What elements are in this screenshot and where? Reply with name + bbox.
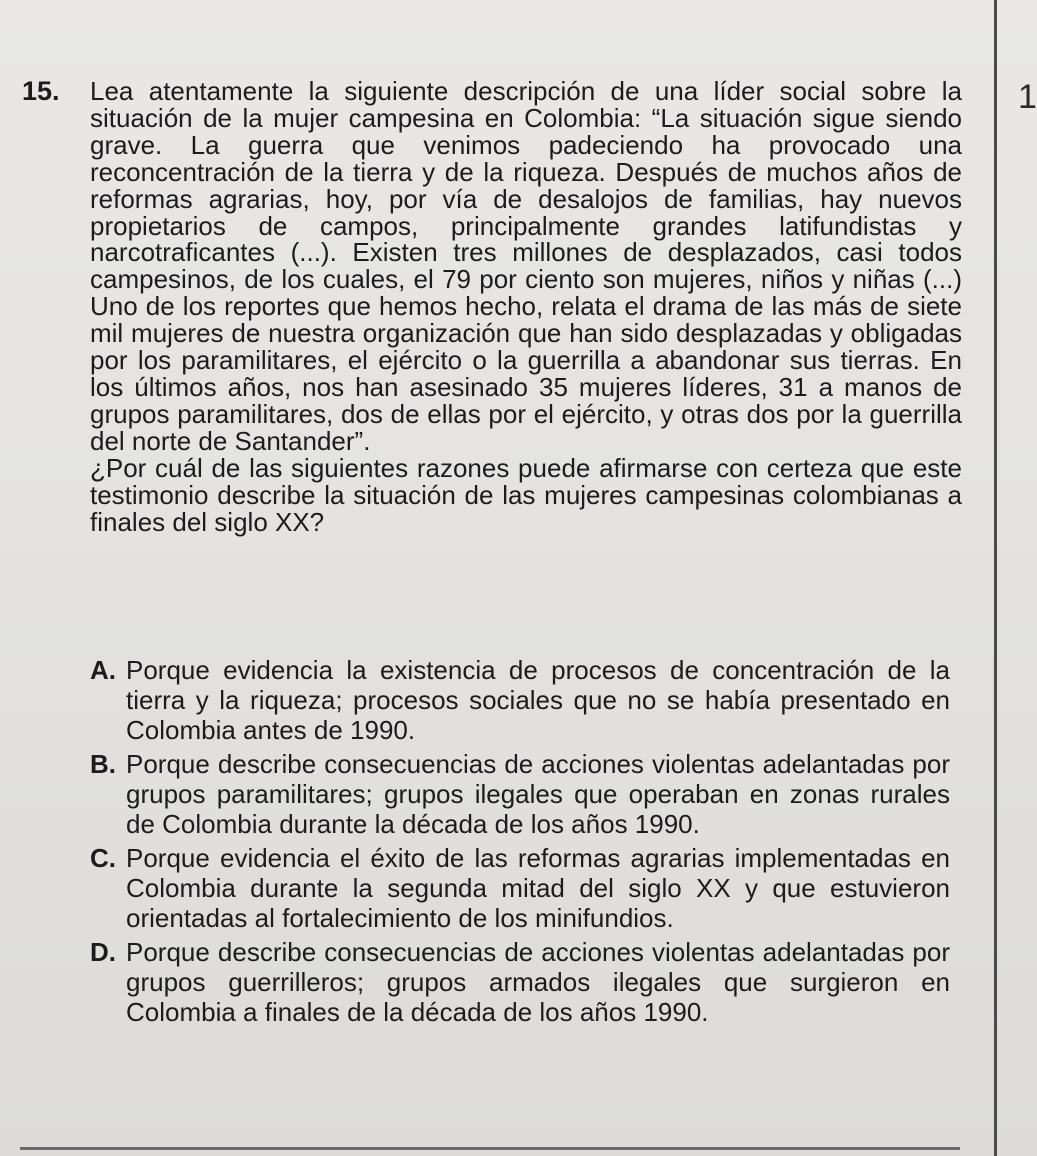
- option-c-letter: C.: [90, 843, 116, 873]
- option-a[interactable]: [90, 655, 950, 745]
- option-b[interactable]: [90, 749, 950, 839]
- bottom-divider: [20, 1147, 960, 1150]
- question-block: [22, 78, 984, 535]
- question-prompt: ¿Por cuál de las siguientes razones puede afirmarse con certeza que este testimonio describe la situación de las mujeres campesinas colombianas a finales del siglo XX?: [90, 452, 962, 537]
- option-d-text: Porque describe consecuencias de acciones violentas adelantadas por grupos guerrilleros; grupos armados ilegales que surgieron en Colombia a finales de la década de los años 1990.: [126, 937, 950, 1027]
- option-a-text: Porque evidencia la existencia de procesos de concentración de la tierra y la riqueza; procesos sociales que no se había presentado en Colombia antes de 1990.: [126, 655, 950, 745]
- column-divider: [994, 0, 997, 1156]
- margin-mark: 1: [1018, 78, 1037, 116]
- option-c[interactable]: [90, 843, 950, 933]
- question-number: 15.: [22, 76, 60, 106]
- option-a-letter: A.: [90, 655, 116, 685]
- option-b-text: Porque describe consecuencias de acciones violentas adelantadas por grupos paramilitares; grupos ilegales que operaban en zonas rurales de Colombia durante la década de los años 1990.: [126, 749, 950, 839]
- option-d-letter: D.: [90, 937, 116, 967]
- option-d[interactable]: [90, 937, 950, 1027]
- answer-options: [90, 655, 950, 1031]
- option-b-letter: B.: [90, 749, 116, 779]
- question-intro: Lea atentamente la siguiente descripción de una líder social sobre la situación de la mujer campesina en Colombia: “La situación sigue siendo grave. La guerra que venimos padeciendo ha provocado una reconcentración de la tierra y de la riqueza. Después de muchos años de reformas agrarias, hoy, por vía de desalojos de familias, hay nuevos propietarios de campos, principalmente grandes latifundistas y narcotraficantes (...). Existen tres millones de desplazados, casi todos campesinos, de los cuales, el 79 por ciento son mujeres, niños y niñas (...) Uno de los reportes que hemos hecho, relata el drama de las más de siete mil mujeres de nuestra organización que han sido desplazadas y obligadas por los paramilitares, el ejército o la guerrilla a abandonar sus tierras. En los últimos años, nos han asesinado 35 mujeres líderes, 31 a manos de grupos paramilitares, dos de ellas por el ejército, y otras dos por la guerrilla del norte de Santander”.: [90, 76, 962, 456]
- option-c-text: Porque evidencia el éxito de las reformas agrarias implementadas en Colombia durante la segunda mitad del siglo XX y que estuvieron orientadas al fortalecimiento de los minifundios.: [126, 843, 950, 933]
- question-body: [90, 78, 962, 535]
